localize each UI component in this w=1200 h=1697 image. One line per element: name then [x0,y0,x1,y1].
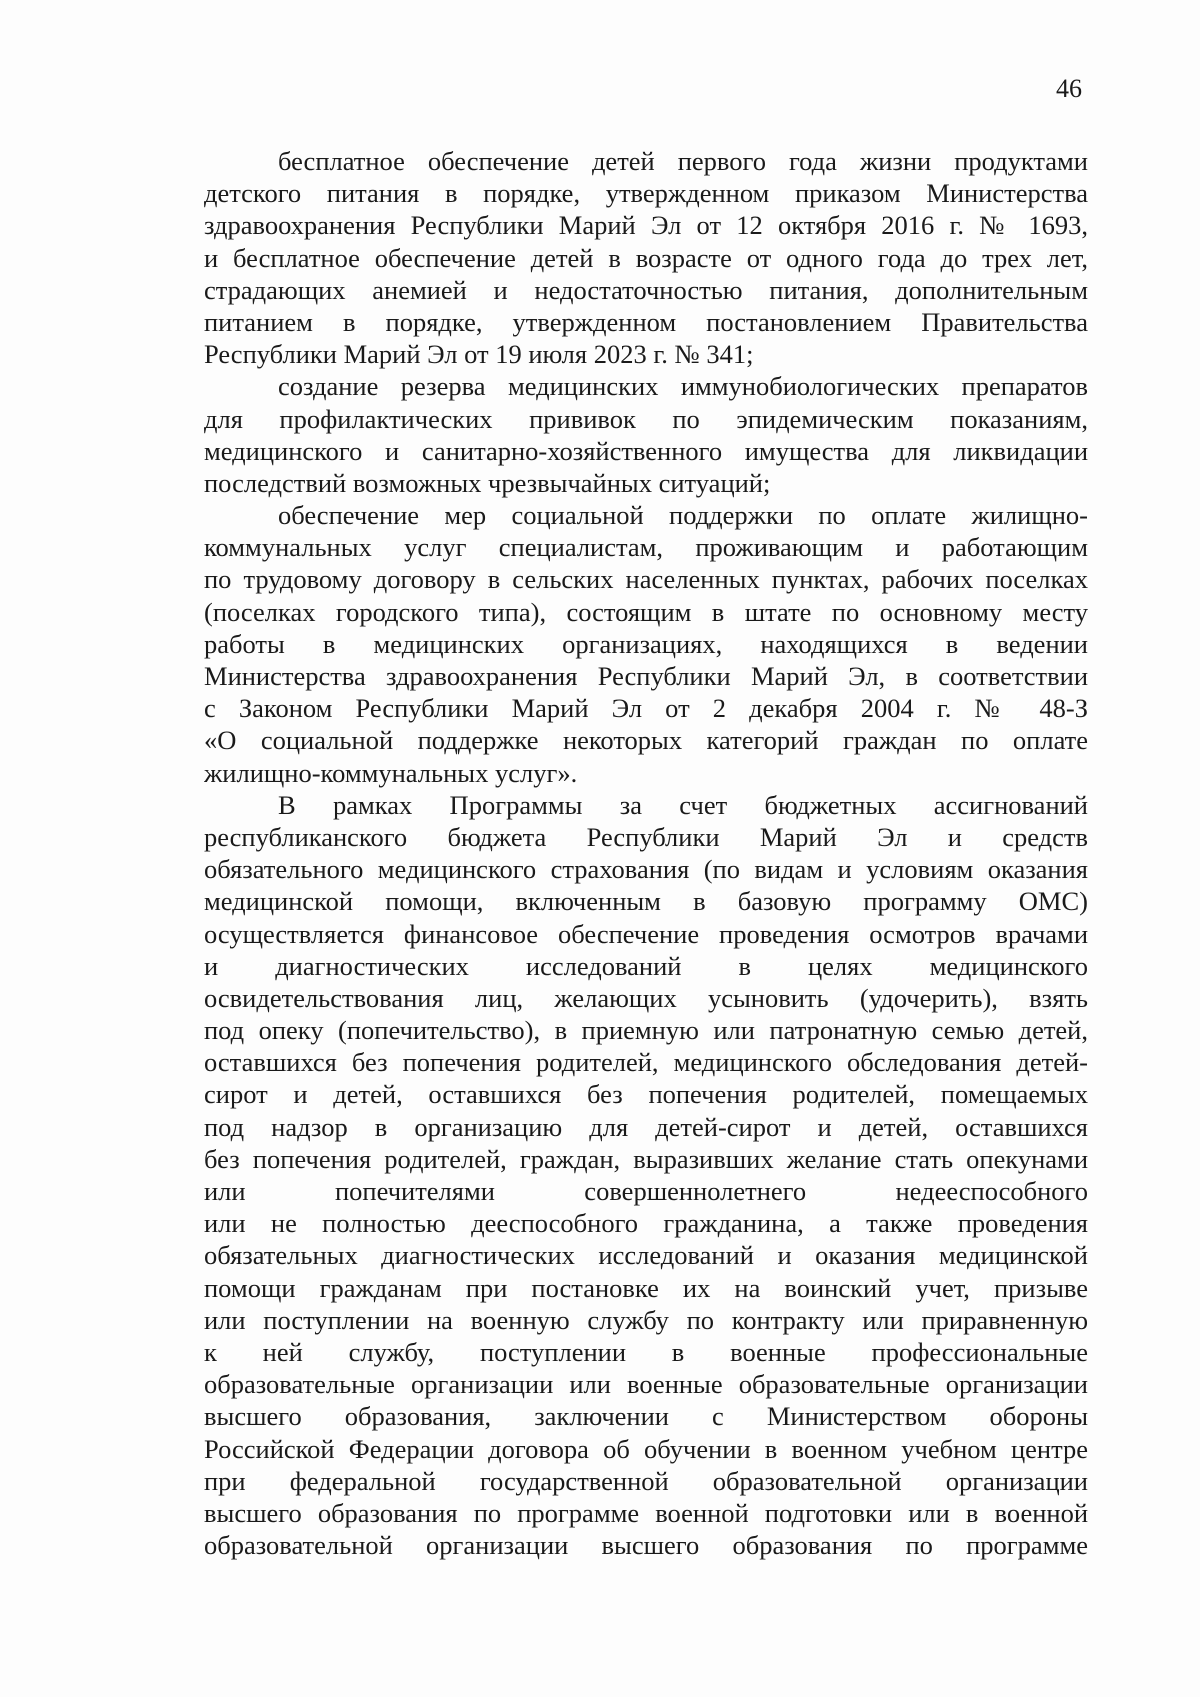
text-line: медицинской помощи, включенным в базовую программу ОМС) [204,886,1088,917]
text-line: В рамках Программы за счет бюджетных ассигнований [278,789,1088,820]
text-line: последствий возможных чрезвычайных ситуаций; [204,467,771,498]
page-number: 46 [1056,74,1082,103]
text-line: под опеку (попечительство), в приемную или патронатную семью детей, [204,1015,1088,1046]
text-line: под надзор в организацию для детей-сирот и детей, оставшихся [204,1111,1088,1142]
text-line: Российской Федерации договора об обучении в военном учебном центре [204,1433,1088,1464]
text-line: помощи гражданам при постановке их на воинский учет, призыве [204,1272,1088,1303]
text-line: к ней службу, поступлении в военные профессиональные [204,1336,1088,1367]
text-line: высшего образования, заключении с Министерством обороны [204,1401,1088,1432]
paragraph [204,145,1088,370]
text-line: обеспечение мер социальной поддержки по оплате жилищно- [278,500,1088,531]
text-line: с Законом Республики Марий Эл от 2 декабря 2004 г. № 48-З [204,693,1088,724]
text-line: бесплатное обеспечение детей первого года жизни продуктами [278,146,1088,176]
text-line: для профилактических прививок по эпидемическим показаниям, [204,403,1088,434]
text-line: работы в медицинских организациях, находящихся в ведении [204,628,1088,659]
text-line: сирот и детей, оставшихся без попечения родителей, помещаемых [204,1079,1088,1110]
text-line: обязательного медицинского страхования (по видам и условиям оказания [204,854,1088,885]
text-line: освидетельствования лиц, желающих усыновить (удочерить), взять [204,982,1088,1013]
text-line: осуществляется финансовое обеспечение проведения осмотров врачами [204,918,1088,949]
text-line: при федеральной государственной образовательной организации [204,1465,1088,1496]
text-line: (поселках городского типа), состоящим в штате по основному месту [204,596,1088,627]
text-line: коммунальных услуг специалистам, проживающим и работающим [204,532,1088,563]
text-line: детского питания в порядке, утвержденном приказом Министерства [204,178,1088,209]
text-line: или не полностью дееспособного гражданина, а также проведения [204,1208,1088,1239]
text-line: и диагностических исследований в целях медицинского [204,950,1088,981]
text-line: и бесплатное обеспечение детей в возрасте от одного года до трех лет, [204,242,1088,273]
text-line: медицинского и санитарно-хозяйственного имущества для ликвидации [204,435,1088,466]
text-line: или попечителями совершеннолетнего недееспособного [204,1176,1088,1206]
text-line: или поступлении на военную службу по контракту или приравненную [204,1304,1088,1335]
text-line: Министерства здравоохранения Республики Марий Эл, в соответствии [204,661,1088,691]
text-line: «О социальной поддержке некоторых категорий граждан по оплате [204,725,1088,756]
text-line: республиканского бюджета Республики Марий Эл и средств [204,821,1088,852]
text-line: по трудовому договору в сельских населенных пунктах, рабочих поселках [204,564,1088,595]
paragraph [204,499,1088,789]
text-line: высшего образования по программе военной подготовки или в военной [204,1497,1088,1528]
text-line: обязательных диагностических исследований и оказания медицинской [204,1240,1088,1271]
document-body [204,145,1088,1561]
paragraph [204,370,1088,499]
text-line: питанием в порядке, утвержденном постановлением Правительства [204,306,1088,337]
text-line: создание резерва медицинских иммунобиологических препаратов [278,371,1088,402]
paragraph [204,789,1088,1562]
text-line: Республики Марий Эл от 19 июля 2023 г. № 341; [204,339,754,370]
text-line: здравоохранения Республики Марий Эл от 12 октября 2016 г. № 1693, [204,210,1088,241]
text-line: страдающих анемией и недостаточностью питания, дополнительным [204,274,1088,305]
text-line: жилищно-коммунальных услуг». [204,757,578,788]
text-line: без попечения родителей, граждан, выразивших желание стать опекунами [204,1143,1088,1174]
text-line: образовательные организации или военные образовательные организации [204,1369,1088,1400]
text-line: образовательной организации высшего образования по программе [204,1530,1088,1561]
text-line: оставшихся без попечения родителей, медицинского обследования детей- [204,1047,1088,1078]
